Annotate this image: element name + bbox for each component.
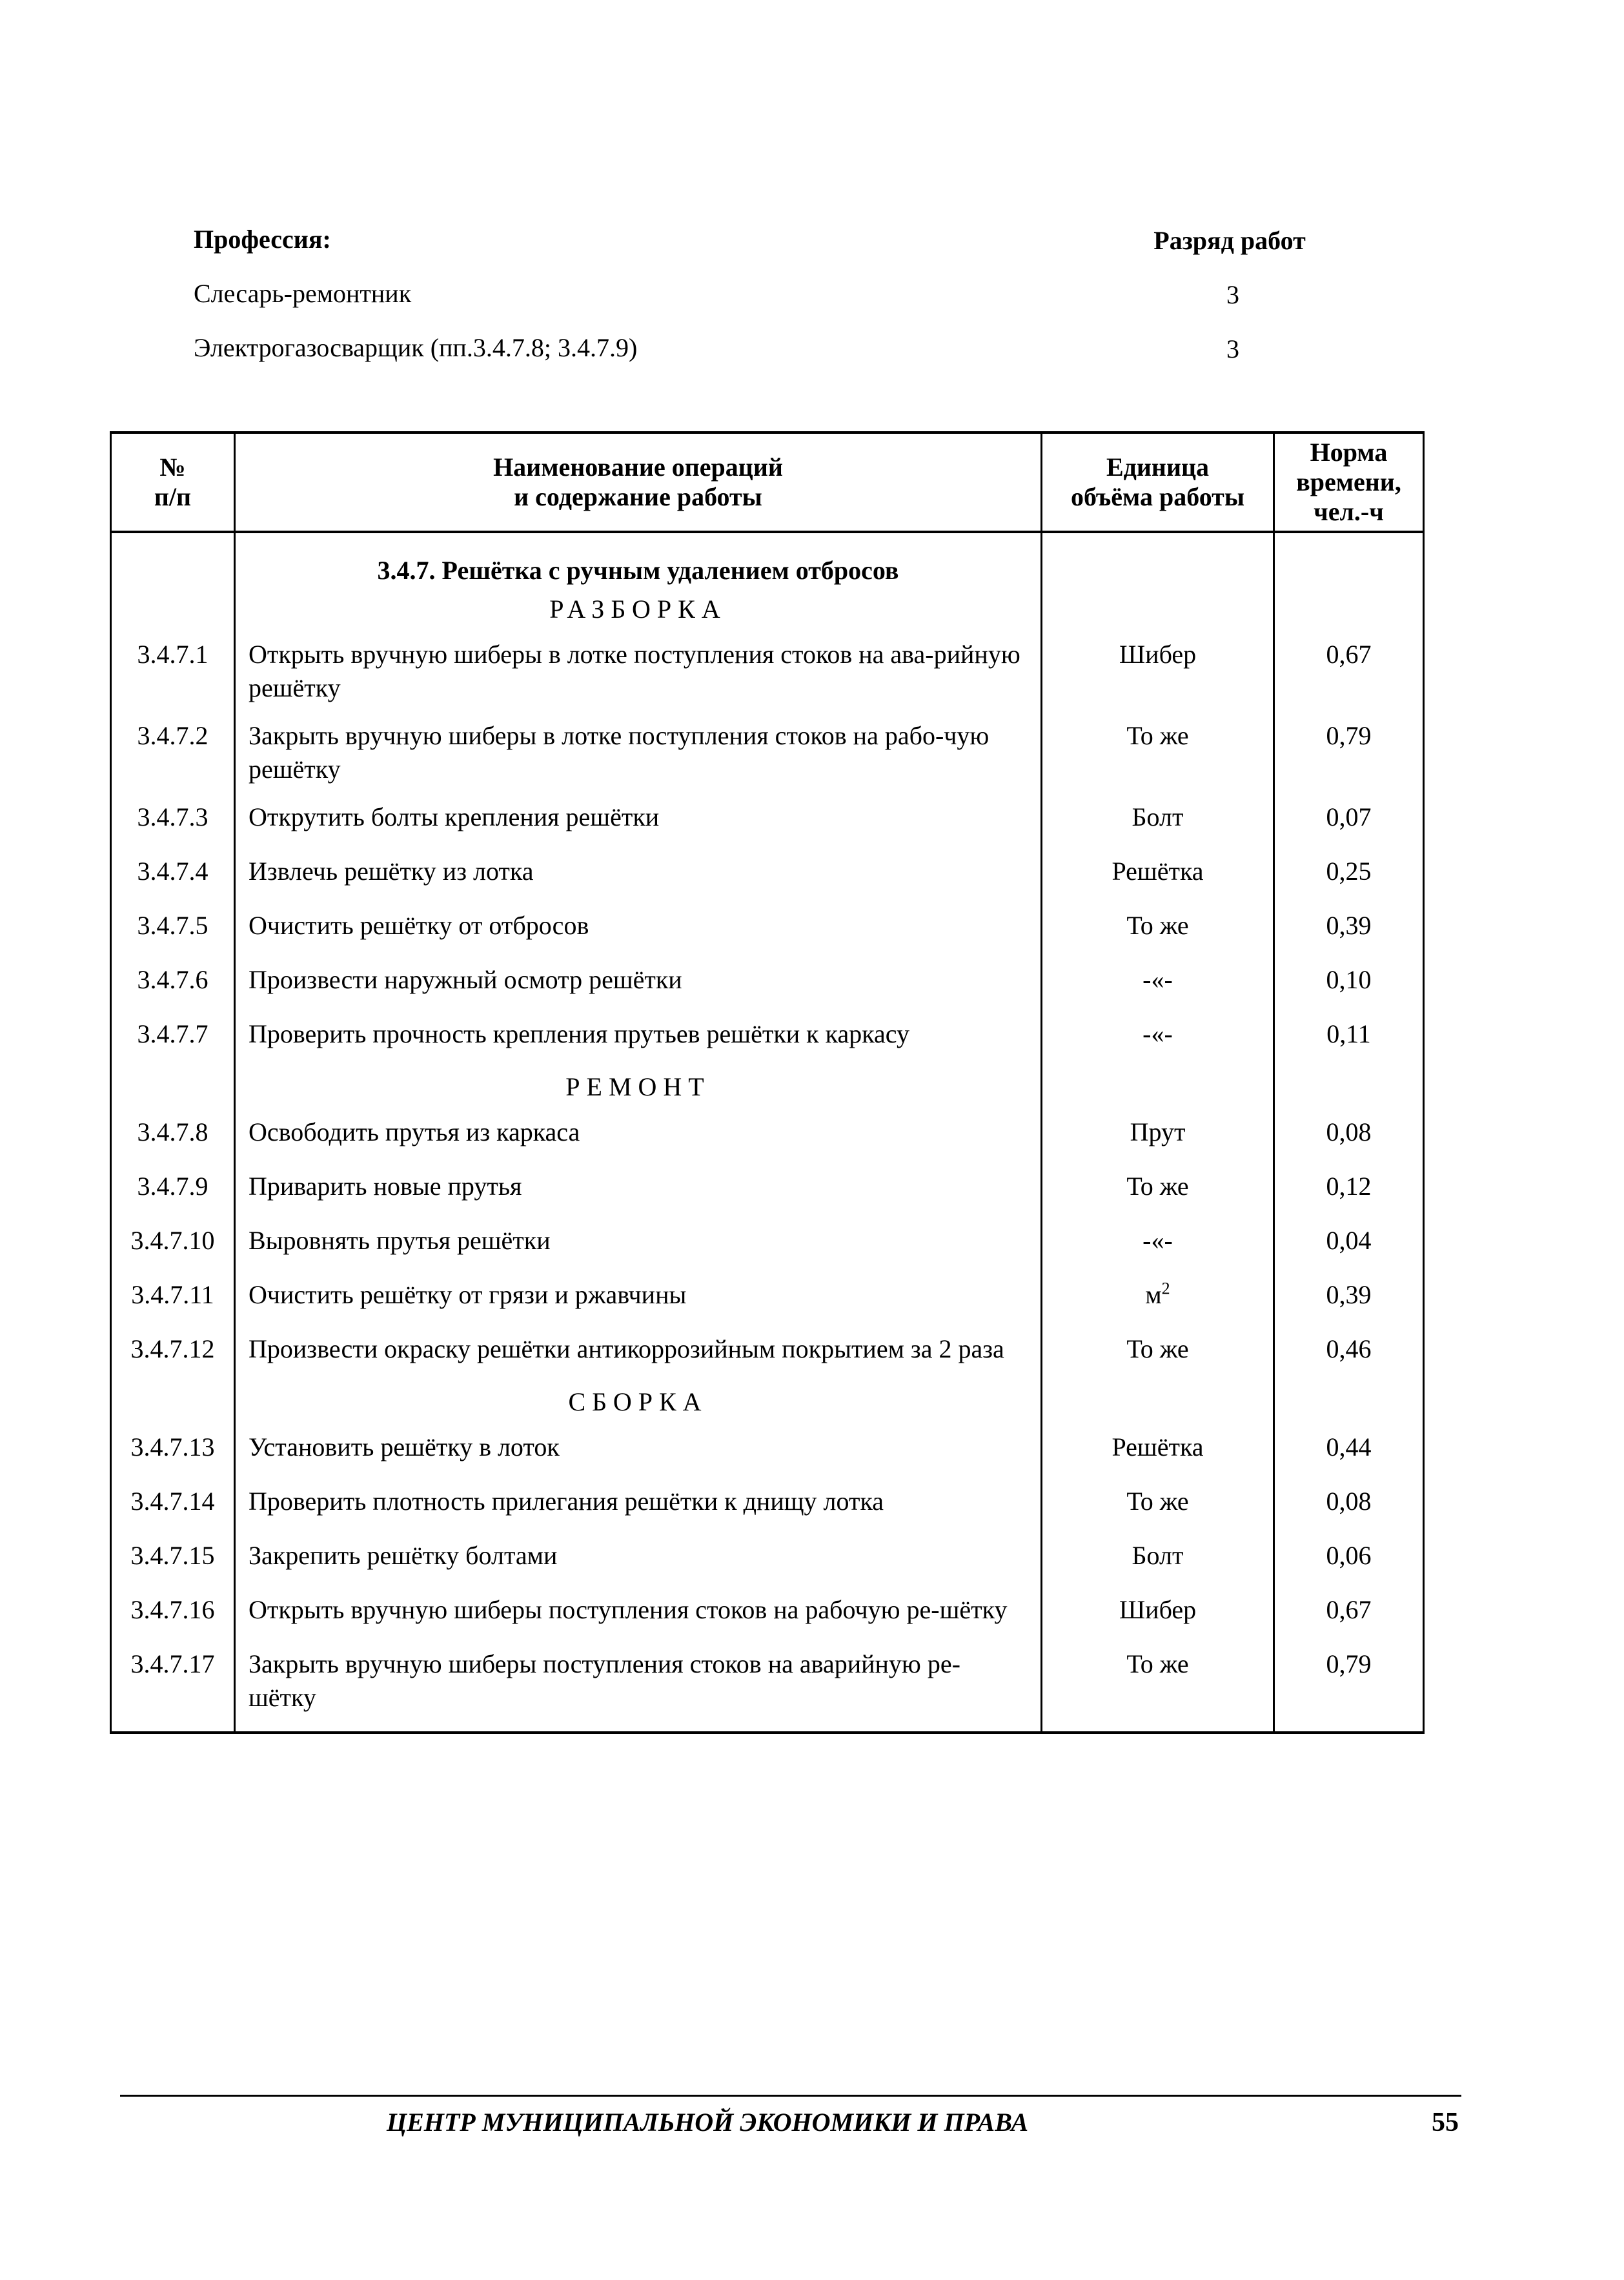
row-unit: Шибер [1042, 1587, 1274, 1641]
section-heading: СБОРКА [235, 1380, 1042, 1424]
row-num: 3.4.7.3 [111, 794, 235, 848]
table-row [111, 1326, 1424, 1380]
row-unit: То же [1042, 1641, 1274, 1733]
row-unit: Болт [1042, 1532, 1274, 1587]
table-row [111, 713, 1424, 794]
row-norm: 0,08 [1274, 1109, 1424, 1163]
row-name: Произвести наружный осмотр решётки [235, 957, 1042, 1011]
profession-name: Слесарь-ремонтник [194, 279, 412, 308]
header-norm-line: чел.-ч [1314, 497, 1384, 526]
table-row [111, 1587, 1424, 1641]
footer-rule [120, 2095, 1461, 2097]
row-name: Открыть вручную шиберы поступления стоков на рабочую ре-шётку [235, 1587, 1042, 1641]
header-unit-line: Единица [1106, 453, 1210, 482]
row-norm: 0,07 [1274, 794, 1424, 848]
header-unit [1042, 433, 1274, 532]
row-norm: 0,46 [1274, 1326, 1424, 1380]
profession-grade: 3 [1226, 280, 1239, 309]
table-title: 3.4.7. Решётка с ручным удалением отбросов [235, 532, 1042, 587]
table-row [111, 794, 1424, 848]
row-norm: 0,10 [1274, 957, 1424, 1011]
page-number: 55 [1432, 2108, 1459, 2137]
row-norm: 0,11 [1274, 1011, 1424, 1065]
row-num: 3.4.7.8 [111, 1109, 235, 1163]
table-row [111, 902, 1424, 957]
row-name: Очистить решётку от грязи и ржавчины [235, 1272, 1042, 1326]
row-name: Очистить решётку от отбросов [235, 902, 1042, 957]
grade-label: Разряд работ [1153, 226, 1306, 255]
row-num: 3.4.7.4 [111, 848, 235, 902]
table-header-row [111, 433, 1424, 532]
row-num: 3.4.7.17 [111, 1641, 235, 1733]
row-unit: То же [1042, 1163, 1274, 1217]
row-name: Извлечь решётку из лотка [235, 848, 1042, 902]
row-num: 3.4.7.16 [111, 1587, 235, 1641]
row-num: 3.4.7.11 [111, 1272, 235, 1326]
header-unit-line: объёма работы [1070, 482, 1245, 511]
row-unit: Шибер [1042, 631, 1274, 713]
row-name: Открутить болты крепления решётки [235, 794, 1042, 848]
footer-organization: ЦЕНТР МУНИЦИПАЛЬНОЙ ЭКОНОМИКИ И ПРАВА [386, 2108, 1029, 2137]
table-row [111, 1424, 1424, 1478]
profession-grade: 3 [1226, 334, 1239, 363]
row-num: 3.4.7.12 [111, 1326, 235, 1380]
row-unit: То же [1042, 902, 1274, 957]
row-unit: Прут [1042, 1109, 1274, 1163]
row-name: Приварить новые прутья [235, 1163, 1042, 1217]
row-name: Закрыть вручную шиберы поступления стоков на аварийную ре-шётку [235, 1641, 1042, 1733]
table-row [111, 1011, 1424, 1065]
table-row [111, 1163, 1424, 1217]
table-row [111, 848, 1424, 902]
row-norm: 0,06 [1274, 1532, 1424, 1587]
row-name: Проверить прочность крепления прутьев решётки к каркасу [235, 1011, 1042, 1065]
row-unit: То же [1042, 1326, 1274, 1380]
table-row [111, 1532, 1424, 1587]
header-name [235, 433, 1042, 532]
row-norm: 0,39 [1274, 1272, 1424, 1326]
section-heading-row [111, 1065, 1424, 1109]
table-row [111, 1641, 1424, 1733]
row-num: 3.4.7.5 [111, 902, 235, 957]
row-norm: 0,67 [1274, 631, 1424, 713]
row-unit: Решётка [1042, 848, 1274, 902]
row-name: Открыть вручную шиберы в лотке поступления стоков на ава-рийную решётку [235, 631, 1042, 713]
row-unit: -«- [1042, 1011, 1274, 1065]
row-num: 3.4.7.10 [111, 1217, 235, 1272]
profession-label: Профессия: [194, 225, 331, 254]
table-row [111, 631, 1424, 713]
unit-text: м [1145, 1280, 1162, 1309]
row-num: 3.4.7.14 [111, 1478, 235, 1532]
section-heading-row [111, 587, 1424, 631]
row-num: 3.4.7.7 [111, 1011, 235, 1065]
section-heading: РАЗБОРКА [235, 587, 1042, 631]
row-num: 3.4.7.15 [111, 1532, 235, 1587]
row-norm: 0,04 [1274, 1217, 1424, 1272]
table-title-row [111, 532, 1424, 587]
table-row [111, 957, 1424, 1011]
row-unit: -«- [1042, 957, 1274, 1011]
table-row [111, 1272, 1424, 1326]
header-name-line: и содержание работы [514, 482, 762, 511]
row-unit: Решётка [1042, 1424, 1274, 1478]
row-name: Освободить прутья из каркаса [235, 1109, 1042, 1163]
row-name: Проверить плотность прилегания решётки к днищу лотка [235, 1478, 1042, 1532]
row-norm: 0,67 [1274, 1587, 1424, 1641]
row-num: 3.4.7.9 [111, 1163, 235, 1217]
row-unit: То же [1042, 713, 1274, 794]
header-num [111, 433, 235, 532]
profession-name: Электрогазосварщик (пп.3.4.7.8; 3.4.7.9) [194, 333, 638, 362]
row-norm: 0,44 [1274, 1424, 1424, 1478]
row-unit: То же [1042, 1478, 1274, 1532]
row-norm: 0,79 [1274, 1641, 1424, 1733]
unit-superscript: 2 [1161, 1279, 1170, 1298]
row-name: Установить решётку в лоток [235, 1424, 1042, 1478]
header-norm-line: времени, [1296, 467, 1401, 496]
row-norm: 0,12 [1274, 1163, 1424, 1217]
section-heading-row [111, 1380, 1424, 1424]
row-num: 3.4.7.1 [111, 631, 235, 713]
row-num: 3.4.7.13 [111, 1424, 235, 1478]
row-name: Закрыть вручную шиберы в лотке поступления стоков на рабо-чую решётку [235, 713, 1042, 794]
row-name: Произвести окраску решётки антикоррозийным покрытием за 2 раза [235, 1326, 1042, 1380]
row-norm: 0,08 [1274, 1478, 1424, 1532]
row-name: Закрепить решётку болтами [235, 1532, 1042, 1587]
header-name-line: Наименование операций [493, 453, 783, 482]
row-unit [1042, 1272, 1274, 1326]
header-num-label: № п/п [154, 453, 192, 511]
row-norm: 0,39 [1274, 902, 1424, 957]
row-norm: 0,79 [1274, 713, 1424, 794]
header-norm-line: Норма [1310, 438, 1388, 467]
row-unit: -«- [1042, 1217, 1274, 1272]
row-norm: 0,25 [1274, 848, 1424, 902]
row-num: 3.4.7.6 [111, 957, 235, 1011]
row-name: Выровнять прутья решётки [235, 1217, 1042, 1272]
table-row [111, 1478, 1424, 1532]
header-norm [1274, 433, 1424, 532]
table-row [111, 1217, 1424, 1272]
norm-table [110, 431, 1425, 1734]
table-row [111, 1109, 1424, 1163]
row-num: 3.4.7.2 [111, 713, 235, 794]
row-unit: Болт [1042, 794, 1274, 848]
section-heading: РЕМОНТ [235, 1065, 1042, 1109]
